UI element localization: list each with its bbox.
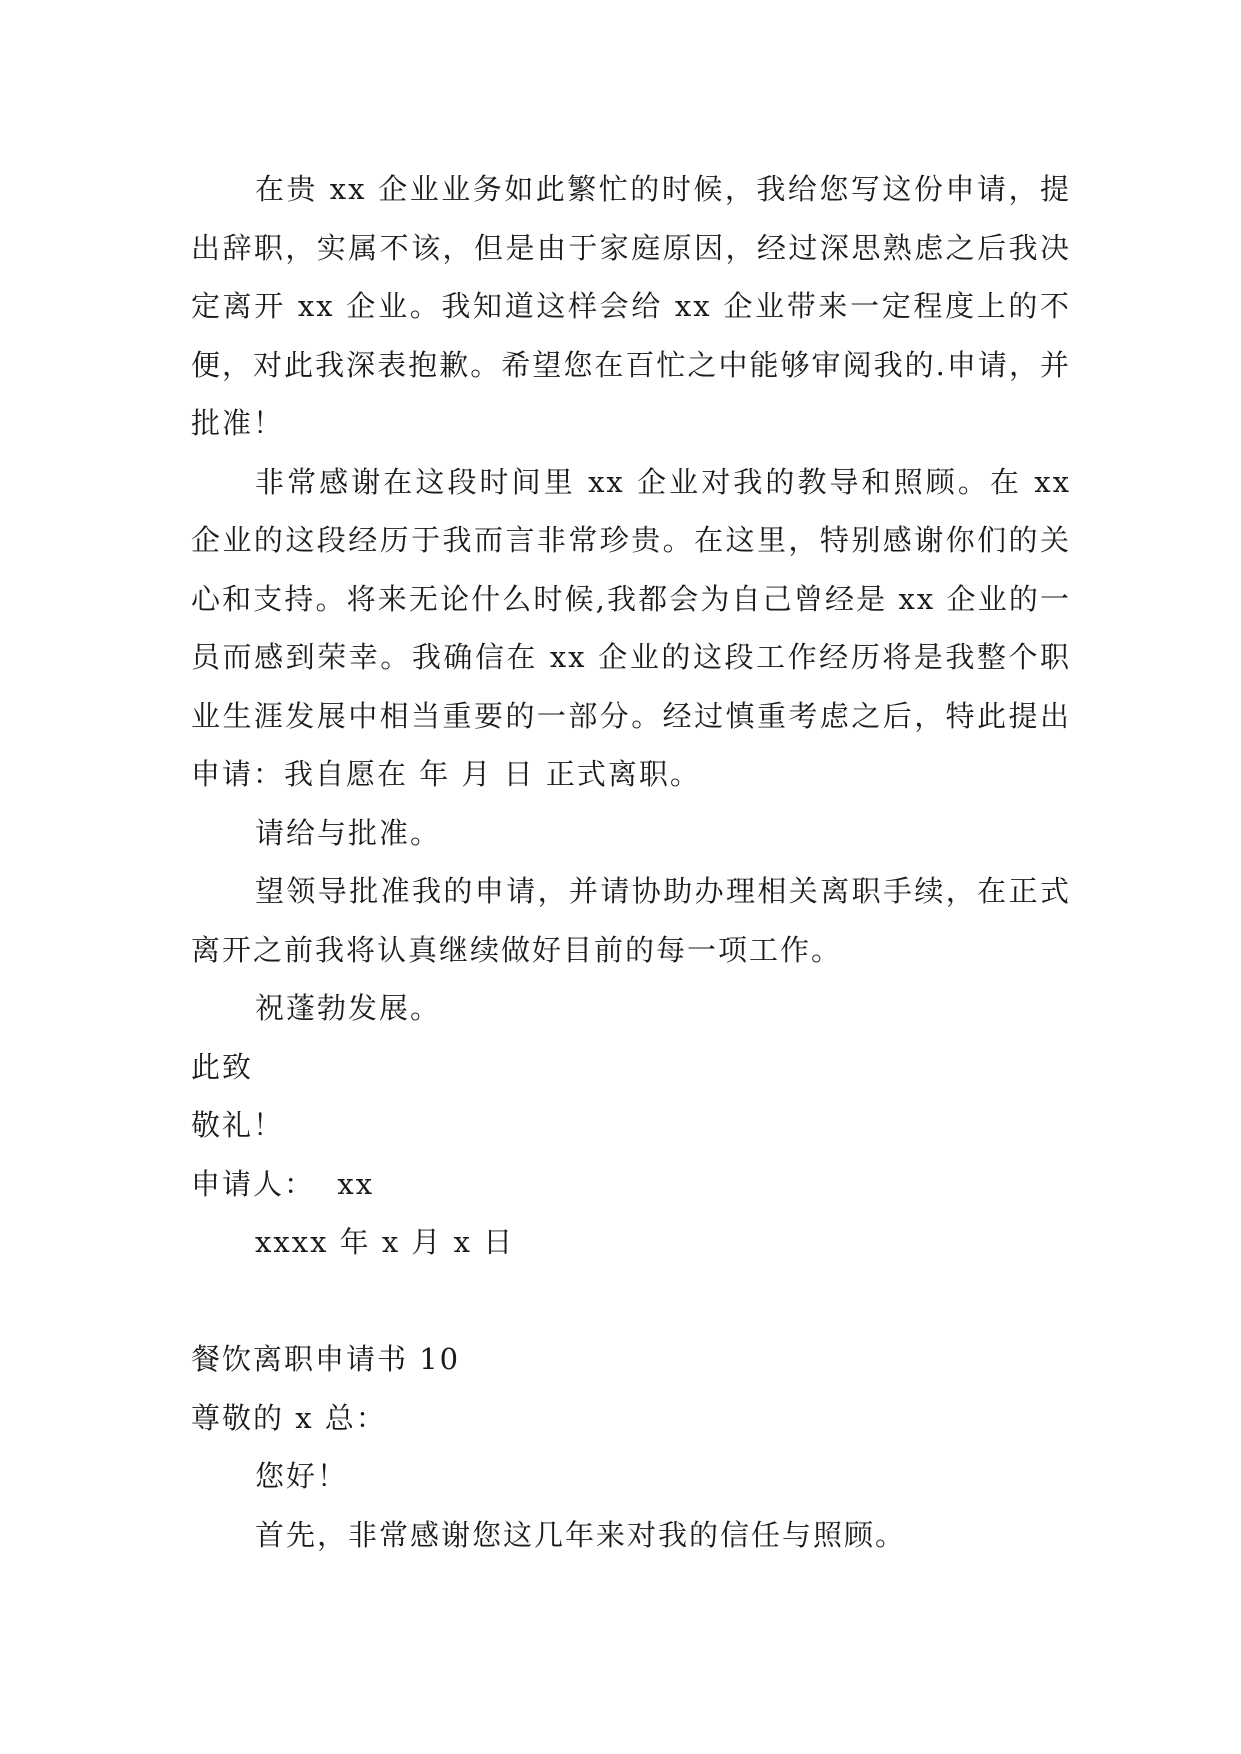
applicant-line: 申请人： xx xyxy=(191,1166,375,1201)
closing-text: 此致 xyxy=(191,1049,254,1084)
next-letter-title: 餐饮离职申请书 10 xyxy=(191,1342,461,1376)
date-line: xxxx 年 x 月 x 日 xyxy=(255,1225,515,1259)
letter-paragraph-1: 在贵 xx 企业业务如此繁忙的时候，我给您写这份申请，提出辞职，实属不该，但是由于家庭原因，经过深思熟虑之后我决定离开 xx 企业。我知道这样会给 xx 企业带来一定程度上的不便，对此我深表抱歉。希望您在百忙之中能够审阅我的.申请，并批准！ xyxy=(191,172,1071,440)
section-spacer xyxy=(191,1272,1071,1331)
next-letter-paragraph-1: 首先，非常感谢您这几年来对我的信任与照顾。 xyxy=(255,1517,907,1552)
letter-body xyxy=(191,160,1071,1564)
letter-paragraph-3: 请给与批准。 xyxy=(255,815,442,850)
letter-paragraph-5: 祝蓬勃发展。 xyxy=(255,991,442,1025)
letter-paragraph-2: 非常感谢在这段时间里 xx 企业对我的教导和照顾。在 xx 企业的这段经历于我而言非常珍贵。在这里，特别感谢你们的关心和支持。将来无论什么时候,我都会为自己曾经是 xx 企业的一员而感到荣幸。我确信在 xx 企业的这段工作经历将是我整个职业生涯发展中相当重要的一部分。经过慎重考虑之后，特此提出申请：我自愿在 年 月 日 正式离职。 xyxy=(191,464,1071,791)
salute-text: 敬礼！ xyxy=(191,1108,285,1142)
letter-paragraph-4: 望领导批准我的申请，并请协助办理相关离职手续，在正式离开之前我将认真继续做好目前的每一项工作。 xyxy=(191,874,1071,967)
next-letter-greeting: 您好！ xyxy=(255,1459,349,1493)
next-letter-addressee: 尊敬的 x 总： xyxy=(191,1400,387,1435)
